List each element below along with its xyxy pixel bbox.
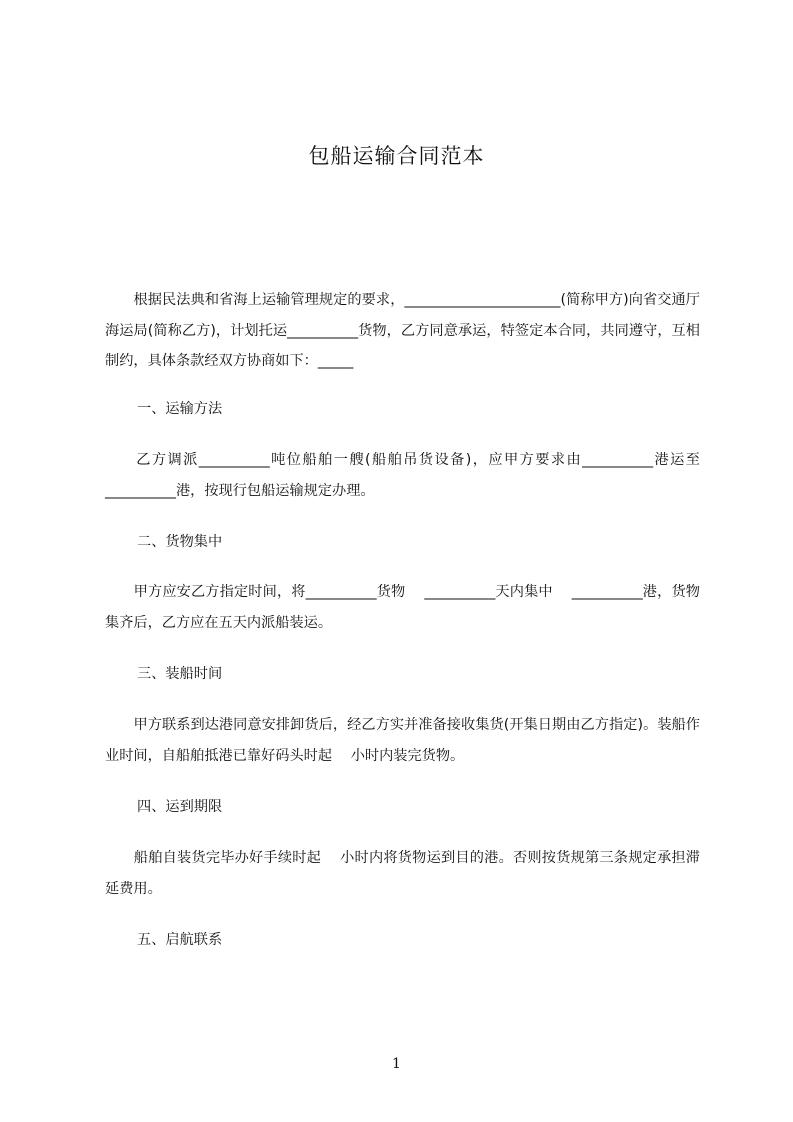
- section-body-3: 甲方联系到达港同意安排卸货后，经乙方实并准备接收集货(开集日期由乙方指定)。装船作业时间，自船舶抵港已靠好码头时起 小时内装完货物。: [105, 717, 700, 764]
- section-body-1: 乙方调派__________吨位船舶一艘(船舶吊货设备)，应甲方要求由__________港运至__________港，按现行包船运输规定办理。: [105, 452, 700, 499]
- section-body-4: 船舶自装货完毕办好手续时起 小时内将货物运到目的港。否则按货规第三条规定承担滞延费用。: [105, 850, 700, 897]
- document-title: 包船运输合同范本: [308, 144, 485, 168]
- section-heading-3: 三、装船时间: [137, 666, 223, 682]
- section-heading-2: 二、货物集中: [137, 534, 223, 550]
- section-body-2: 甲方应安乙方指定时间，将__________货物 __________天内集中 __________港，货物集齐后，乙方应在五天内派船装运。: [105, 584, 700, 631]
- section-heading-1: 一、运输方法: [137, 401, 223, 417]
- section-heading-5: 五、启航联系: [137, 932, 223, 948]
- intro-paragraph: 根据民法典和省海上运输管理规定的要求，______________________(简称甲方)向省交通厅海运局(简称乙方)，计划托运__________货物，乙方同意承运，特签定本合同，共同遵守，互相制约，具体条款经双方协商如下：_____: [105, 292, 700, 369]
- section-heading-4: 四、运到期限: [137, 799, 223, 815]
- page-number: 1: [392, 1056, 401, 1072]
